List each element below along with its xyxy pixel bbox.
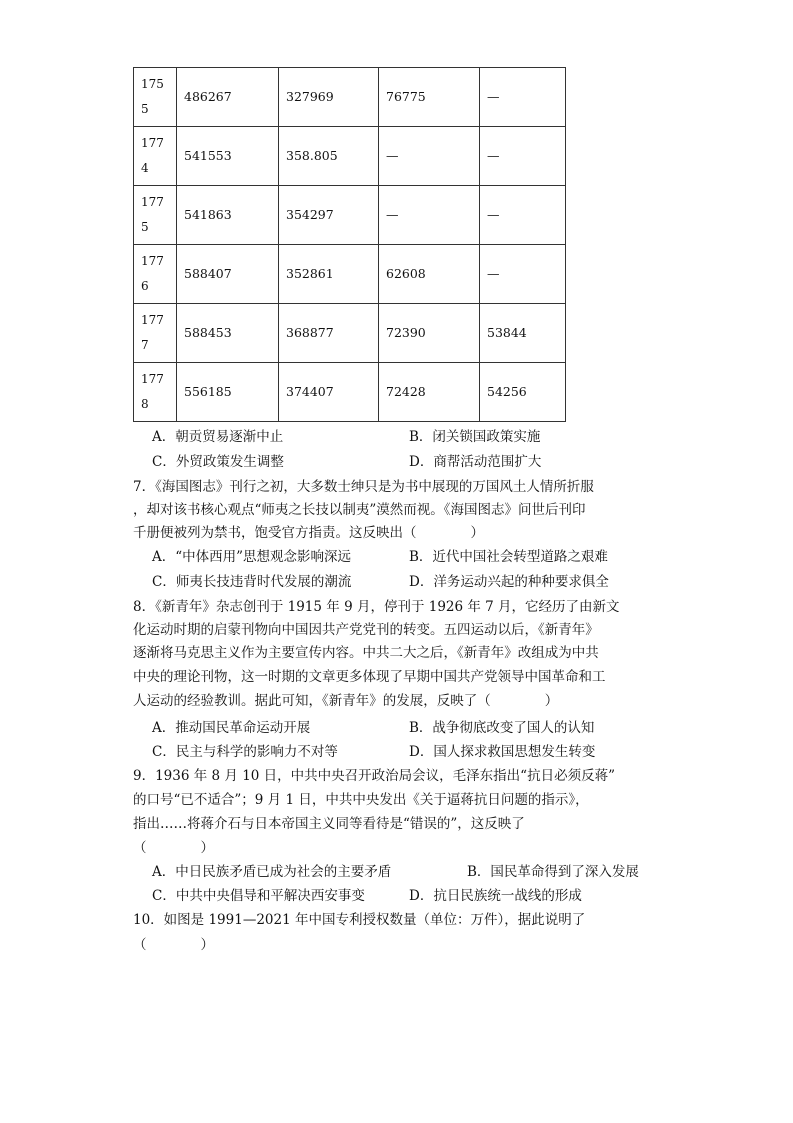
table-row: [134, 68, 566, 127]
q10-stem-line: 10．如图是 1991—2021 年中国专利授权数量（单位：万件），据此说明了: [133, 912, 586, 928]
table-cell: 358.805: [279, 127, 379, 186]
table-cell: 486267: [177, 68, 279, 127]
table-cell: —: [480, 186, 566, 245]
q10-stem-line: （ ）: [133, 937, 214, 953]
q8-stem-line: 中央的理论刊物，这一时期的文章更多体现了早期中国共产党领导中国革命和工: [133, 669, 606, 685]
table-row: [134, 363, 566, 422]
q9-stem-line: 指出……将蒋介石与日本帝国主义同等看待是“错误的”，这反映了: [133, 816, 525, 832]
q8-stem-line: 人运动的经验教训。据此可知，《新青年》的发展，反映了（ ）: [133, 693, 559, 709]
table-cell: —: [379, 127, 480, 186]
year-cell: 177 6: [134, 245, 177, 304]
table-cell: 588453: [177, 304, 279, 363]
q7-stem-line: 千册便被列为禁书，饱受官方指责。这反映出（ ）: [133, 525, 484, 541]
q9-stem-line: （ ）: [133, 840, 214, 856]
table-cell: 374407: [279, 363, 379, 422]
table-cell: —: [379, 186, 480, 245]
table-cell: —: [480, 245, 566, 304]
year-cell: 177 7: [134, 304, 177, 363]
table-cell: 62608: [379, 245, 480, 304]
q7-stem-line: ，却对该书核心观点“师夷之长技以制夷”漠然而视。《海国图志》问世后刊印: [133, 502, 586, 518]
q9-option-c[interactable]: C．中共中央倡导和平解决西安事变: [152, 888, 365, 904]
q7-stem-line: 7．《海国图志》刊行之初，大多数士绅只是为书中展现的万国风土人情所折服: [133, 479, 594, 495]
q9-option-a[interactable]: A．中日民族矛盾已成为社会的主要矛盾: [152, 864, 392, 880]
q8-option-c[interactable]: C．民主与科学的影响力不对等: [152, 744, 338, 760]
table-cell: 76775: [379, 68, 480, 127]
table-row: [134, 186, 566, 245]
q6-option-c[interactable]: C．外贸政策发生调整: [152, 454, 284, 470]
table-cell: 352861: [279, 245, 379, 304]
table-cell: 53844: [480, 304, 566, 363]
table-row: [134, 304, 566, 363]
table-cell: 368877: [279, 304, 379, 363]
q7-option-d[interactable]: D．洋务运动兴起的种种要求俱全: [409, 574, 609, 590]
q9-stem-line: 的口号“已不适合”；9 月 1 日，中共中央发出《关于逼蒋抗日问题的指示》，: [133, 792, 589, 808]
year-cell: 177 5: [134, 186, 177, 245]
q8-option-b[interactable]: B．战争彻底改变了国人的认知: [409, 720, 595, 736]
year-cell: 175 5: [134, 68, 177, 127]
table-cell: 72390: [379, 304, 480, 363]
year-cell: 177 8: [134, 363, 177, 422]
table-row: [134, 127, 566, 186]
q9-option-d[interactable]: D．抗日民族统一战线的形成: [409, 888, 582, 904]
q9-stem-line: 9．1936 年 8 月 10 日，中共中央召开政治局会议，毛泽东指出“抗日必须反蒋”: [133, 768, 615, 784]
year-cell: 177 4: [134, 127, 177, 186]
q8-stem-line: 化运动时期的启蒙刊物向中国因共产党党刊的转变。五四运动以后，《新青年》: [133, 622, 599, 638]
trade-data-table: [133, 67, 566, 422]
table-cell: 54256: [480, 363, 566, 422]
q7-option-b[interactable]: B．近代中国社会转型道路之艰难: [409, 549, 608, 565]
table-cell: 327969: [279, 68, 379, 127]
table-cell: 588407: [177, 245, 279, 304]
q6-option-b[interactable]: B．闭关锁国政策实施: [409, 429, 541, 445]
table-cell: —: [480, 68, 566, 127]
q8-option-a[interactable]: A．推动国民革命运动开展: [152, 720, 311, 736]
q7-option-c[interactable]: C．师夷长技违背时代发展的潮流: [152, 574, 352, 590]
q6-option-d[interactable]: D．商帮活动范围扩大: [409, 454, 542, 470]
q9-option-b[interactable]: B．国民革命得到了深入发展: [467, 864, 639, 880]
q6-option-a[interactable]: A．朝贡贸易逐渐中止: [152, 429, 284, 445]
table-cell: 541553: [177, 127, 279, 186]
q8-stem-line: 8．《新青年》杂志创刊于 1915 年 9 月，停刊于 1926 年 7 月，它经历了由新文: [133, 599, 620, 615]
table-row: [134, 245, 566, 304]
q8-stem-line: 逐渐将马克思主义作为主要宣传内容。中共二大之后，《新青年》改组成为中共: [133, 645, 599, 661]
table-cell: 72428: [379, 363, 480, 422]
table-cell: —: [480, 127, 566, 186]
table-cell: 541863: [177, 186, 279, 245]
table-cell: 354297: [279, 186, 379, 245]
table-cell: 556185: [177, 363, 279, 422]
q7-option-a[interactable]: A．“中体西用”思想观念影响深远: [152, 549, 352, 565]
q8-option-d[interactable]: D．国人探求救国思想发生转变: [409, 744, 596, 760]
